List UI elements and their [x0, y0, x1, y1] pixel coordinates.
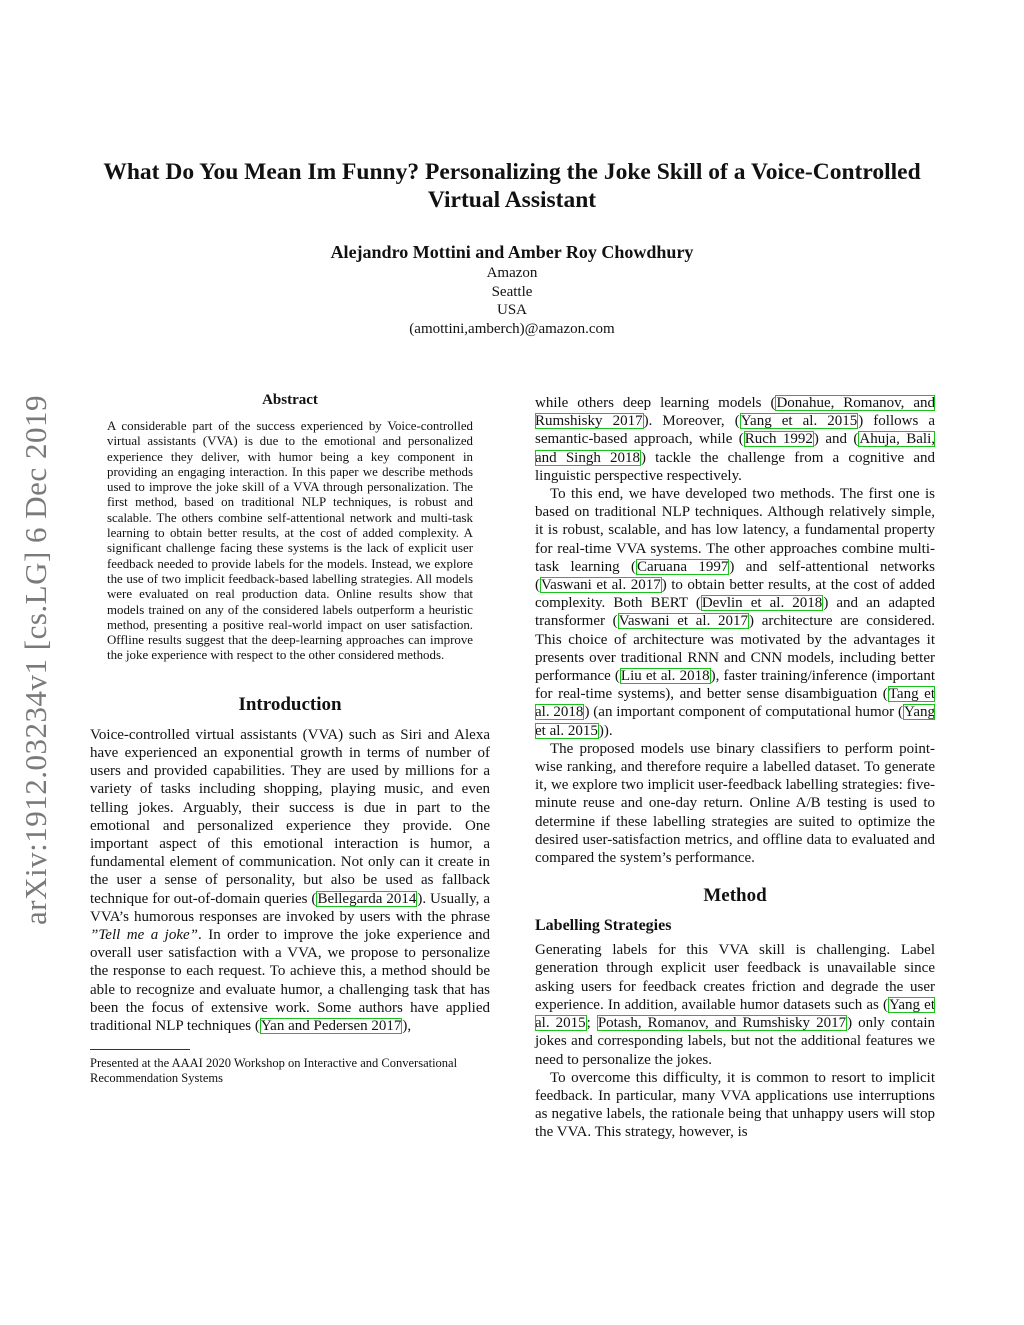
- citation-link-yan[interactable]: Yan and Pedersen 2017: [260, 1018, 402, 1034]
- left-column: [90, 392, 490, 1086]
- rc-text: ) architecture are considered. This choice of architecture was motivated by the advantages it presents over traditional RNN and CNN models, including better performance (: [535, 613, 935, 685]
- citation-link-yang-3[interactable]: Yang et al. 2015: [535, 996, 935, 1032]
- intro-text-2: ). Usually, a VVA’s humorous responses are invoked by users with the phrase: [90, 890, 491, 925]
- rc-text: ) and (: [813, 431, 859, 448]
- rc-text: )).: [598, 722, 613, 739]
- citation-link-ruch[interactable]: Ruch 1992: [744, 431, 813, 448]
- introduction-paragraph: [90, 726, 490, 1035]
- rc-text: while others deep learning models (: [535, 395, 776, 411]
- footnote: Presented at the AAAI 2020 Workshop on Interactive and Conversational Recommendation Systems: [90, 1056, 458, 1086]
- abstract-heading: Abstract: [262, 392, 318, 408]
- intro-text-4: ),: [402, 1018, 412, 1034]
- affiliation-country: USA: [496, 302, 527, 318]
- rc-text: ), faster training/inference (important for real-time systems), and better sense disambiguation (: [535, 668, 935, 703]
- citation-link-yang-2[interactable]: Yang et al. 2015: [535, 704, 935, 739]
- citation-link-potash[interactable]: Potash, Romanov, and Rumshisky 2017: [597, 1015, 847, 1032]
- citation-link-liu[interactable]: Liu et al. 2018: [620, 668, 710, 685]
- rc-text: ) and self-attentional networks (: [535, 558, 935, 594]
- citation-link-bellegarda[interactable]: Bellegarda 2014: [317, 890, 417, 907]
- right-column: [535, 394, 935, 1142]
- introduction-heading: Introduction: [238, 693, 342, 715]
- citation-link-vaswani-2[interactable]: Vaswani et al. 2017: [618, 613, 749, 630]
- intro-phrase: ”Tell me a joke”: [90, 926, 198, 943]
- citation-link-ahuja[interactable]: Ahuja, Bali, and Singh 2018: [535, 431, 935, 466]
- affiliation-org: Amazon: [486, 265, 538, 281]
- method-text: ) only contain jokes and corresponding labels, but not the additional features we need to personalize the jokes.: [535, 1015, 935, 1068]
- methods-overview-paragraph: [535, 485, 935, 740]
- rc-text: ) follows a semantic-based approach, while (: [535, 413, 936, 448]
- citation-link-donahue[interactable]: Donahue, Romanov, and Rumshisky 2017: [535, 395, 935, 430]
- labelling-paragraph: [535, 941, 935, 1068]
- rc-text: ) and an adapted transformer (: [535, 595, 936, 630]
- rc-text: To this end, we have developed two methods. The first one is based on traditional NLP techniques. Although relatively simple, it is robust, scalable, and has low latency, a fundamental property for real-time VVA systems. The other approaches combine multi-task learning (: [535, 486, 935, 575]
- rc-text: ). Moreover, (: [643, 413, 740, 430]
- affiliation-city: Seattle: [491, 283, 533, 300]
- affiliation-email: (amottini,amberch)@amazon.com: [409, 320, 615, 337]
- citation-link-caruana[interactable]: Caruana 1997: [637, 558, 729, 575]
- method-text: Generating labels for this VVA skill is challenging. Label generation through explicit user feedback is unavailable since asking users for feedback creates friction and degrade the user experience. In addition, available humor datasets such as (: [535, 942, 935, 1013]
- citation-link-tang[interactable]: Tang et al. 2018: [535, 686, 935, 721]
- arxiv-stamp: [2, 360, 70, 960]
- rc-text: ) to obtain better results, at the cost of added complexity. Both BERT (: [535, 577, 935, 612]
- labels-overview-paragraph: The proposed models use binary classifiers to perform point-wise ranking, and therefore require a labelled dataset. To generate it, we explore two implicit user-feedback labelling strategies: five-minute reuse and one-day return. Online A/B testing is used to determine if these labelling strategies are suited to optimize the desired user-satisfaction metrics, and offline data to evaluated and compared the system’s performance.: [535, 740, 935, 867]
- rc-text: ) (an important component of computational humor (: [584, 704, 903, 721]
- method-heading: Method: [703, 885, 767, 907]
- arxiv-stamp-text: arXiv:1912.03234v1 [cs.LG] 6 Dec 2019: [18, 395, 53, 925]
- rc-text: ) tackle the challenge from a cognitive and linguistic perspective respectively.: [535, 449, 936, 484]
- method-text: ;: [586, 1015, 597, 1032]
- citation-link-devlin[interactable]: Devlin et al. 2018: [701, 595, 823, 612]
- affiliation-block: [80, 264, 944, 338]
- citation-link-vaswani[interactable]: Vaswani et al. 2017: [541, 577, 661, 594]
- labelling-strategies-subheading: Labelling Strategies: [535, 917, 672, 935]
- paper-title: What Do You Mean Im Funny? Personalizing the Joke Skill of a Voice-Controlled Virtual Assistant: [103, 159, 921, 213]
- intro-text-3: . In order to improve the joke experience and overall user satisfaction with a VVA, we propose to personalize the response to each request. To achieve this, a method should be able to recognize and evaluate humor, a challenging task that has been the focus of extensive work. Some authors have applied traditional NLP techniques (: [90, 926, 490, 1034]
- citation-link-yang[interactable]: Yang et al. 2015: [740, 413, 858, 430]
- intro-text-1: Voice-controlled virtual assistants (VVA) such as Siri and Alexa have experienced an exponential growth in terms of number of users and provided capabilities. They are used by millions for a variety of tasks including shopping, playing music, and even telling jokes. Arguably, their success is due in part to the emotional and personalized experience they provide. One important aspect of this emotional interaction is humor, a fundamental element of communication. Not only can it create in the user a sense of personality, but also be used as fallback technique for out-of-domain queries (: [90, 726, 490, 907]
- paper-authors: Alejandro Mottini and Amber Roy Chowdhury: [330, 242, 694, 262]
- abstract-text: A considerable part of the success experienced by Voice-controlled virtual assistants (VVA) is due to the emotional and personalized experience they deliver, with humor being a key component in providing an engaging interaction. In this paper we describe methods used to improve the joke skill of a VVA through personalization. The first method, based on traditional NLP techniques, is robust and scalable. The others combine self-attentional network and multi-task learning to obtain better results, at the cost of added complexity. A significant challenge facing these systems is the lack of explicit user feedback needed to provide labels for the models. Instead, we explore the use of two implicit feedback-based labelling strategies. All models were evaluated on real production data. Online results show that models trained on any of the considered labels outperform a heuristic method, presenting a positive real-world impact on user satisfaction. Offline results suggest that the deep-learning approaches can improve the joke experience with respect to the other considered methods.: [107, 419, 473, 663]
- related-work-paragraph: [535, 394, 935, 485]
- implicit-feedback-paragraph: To overcome this difficulty, it is common to resort to implicit feedback. In particular, many VVA applications use interruptions as negative labels, the rationale being that unhappy users will stop the VVA. This strategy, however, is: [535, 1069, 935, 1141]
- footnote-divider: [90, 1049, 190, 1050]
